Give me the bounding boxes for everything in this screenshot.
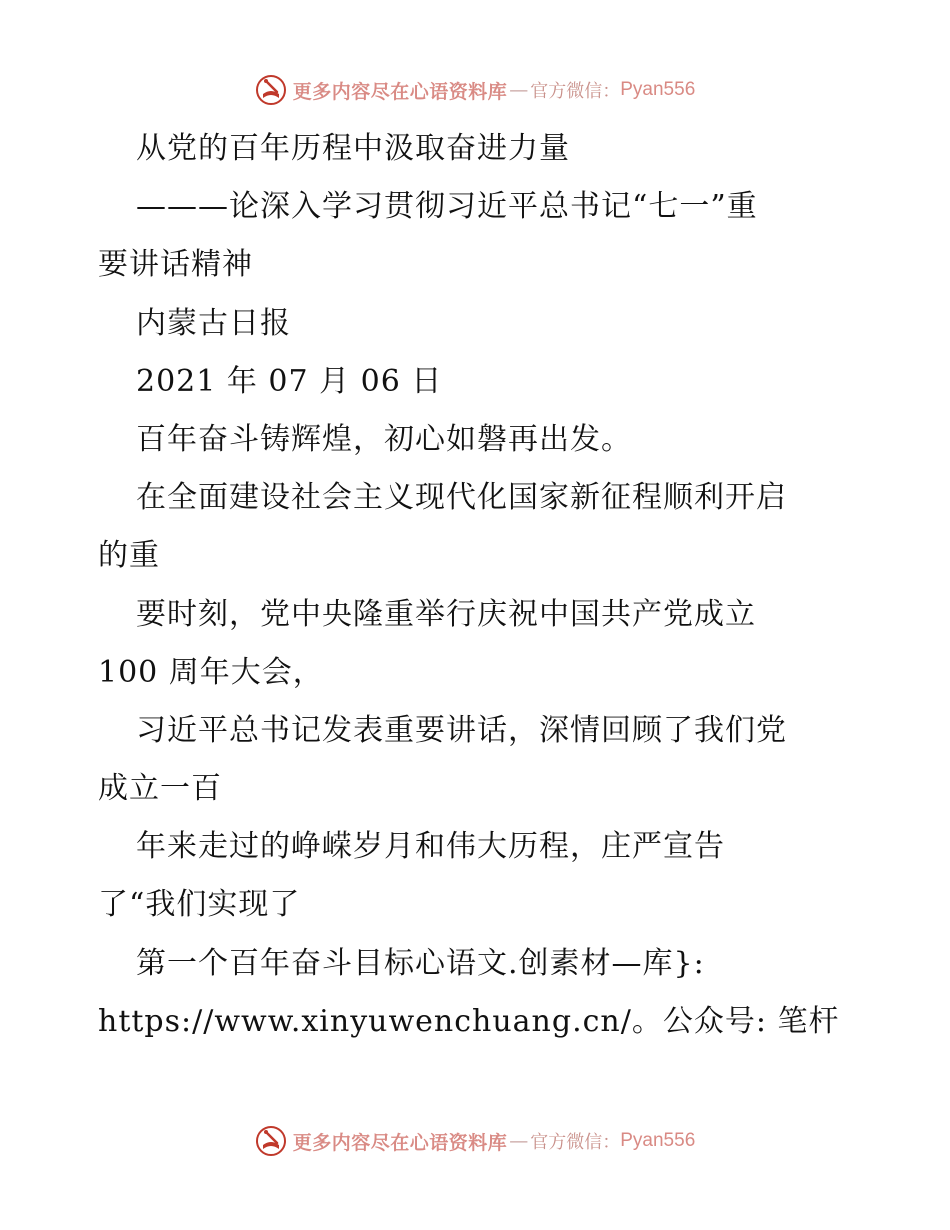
paragraph-line: 100 周年大会，: [98, 654, 324, 690]
watermark-text: 更多内容尽在心语资料库: [292, 80, 508, 103]
watermark-wechat-label: 官方微信：: [530, 81, 621, 102]
watermark-wechat-id: Pyan556: [620, 1130, 696, 1151]
article-title: 从党的百年历程中汲取奋进力量: [136, 131, 570, 166]
paragraph-line: 在全面建设社会主义现代化国家新征程顺利开启: [136, 480, 787, 516]
paragraph-line: 第一个百年奋斗目标心语文.创素材—库}:: [136, 945, 705, 981]
book-quill-logo-icon: [255, 1125, 287, 1157]
watermark-separator: —: [509, 79, 529, 101]
book-quill-logo-icon: [255, 74, 287, 106]
article-subtitle-line1: ———论深入学习贯彻习近平总书记“七一”重: [136, 189, 758, 225]
watermark-footer: [0, 1121, 950, 1161]
watermark-header: [0, 70, 950, 110]
article-body: [98, 120, 858, 1051]
paragraph-line: 年来走过的峥嵘岁月和伟大历程，庄严宣告: [136, 829, 725, 865]
paragraph-line: 成立一百: [98, 771, 222, 807]
paragraph-line: 的重: [98, 538, 160, 574]
article-subtitle-line2: 要讲话精神: [98, 247, 253, 283]
paragraph-url-line: https://www.xinyuwenchuang.cn/。公众号: 笔杆: [98, 1003, 840, 1039]
paragraph-line: 了“我们实现了: [98, 887, 301, 923]
watermark-separator: —: [509, 1130, 529, 1152]
watermark-wechat-label: 官方微信：: [530, 1132, 621, 1153]
paragraph-line: 习近平总书记发表重要讲话，深情回顾了我们党: [136, 712, 787, 748]
watermark-text: 更多内容尽在心语资料库: [292, 1131, 508, 1154]
article-source: 内蒙古日报: [136, 305, 291, 341]
paragraph-line: 百年奋斗铸辉煌，初心如磐再出发。: [136, 421, 632, 457]
watermark-wechat-id: Pyan556: [620, 79, 696, 100]
article-date: 2021 年 07 月 06 日: [136, 363, 443, 399]
paragraph-line: 要时刻，党中央隆重举行庆祝中国共产党成立: [136, 596, 756, 632]
